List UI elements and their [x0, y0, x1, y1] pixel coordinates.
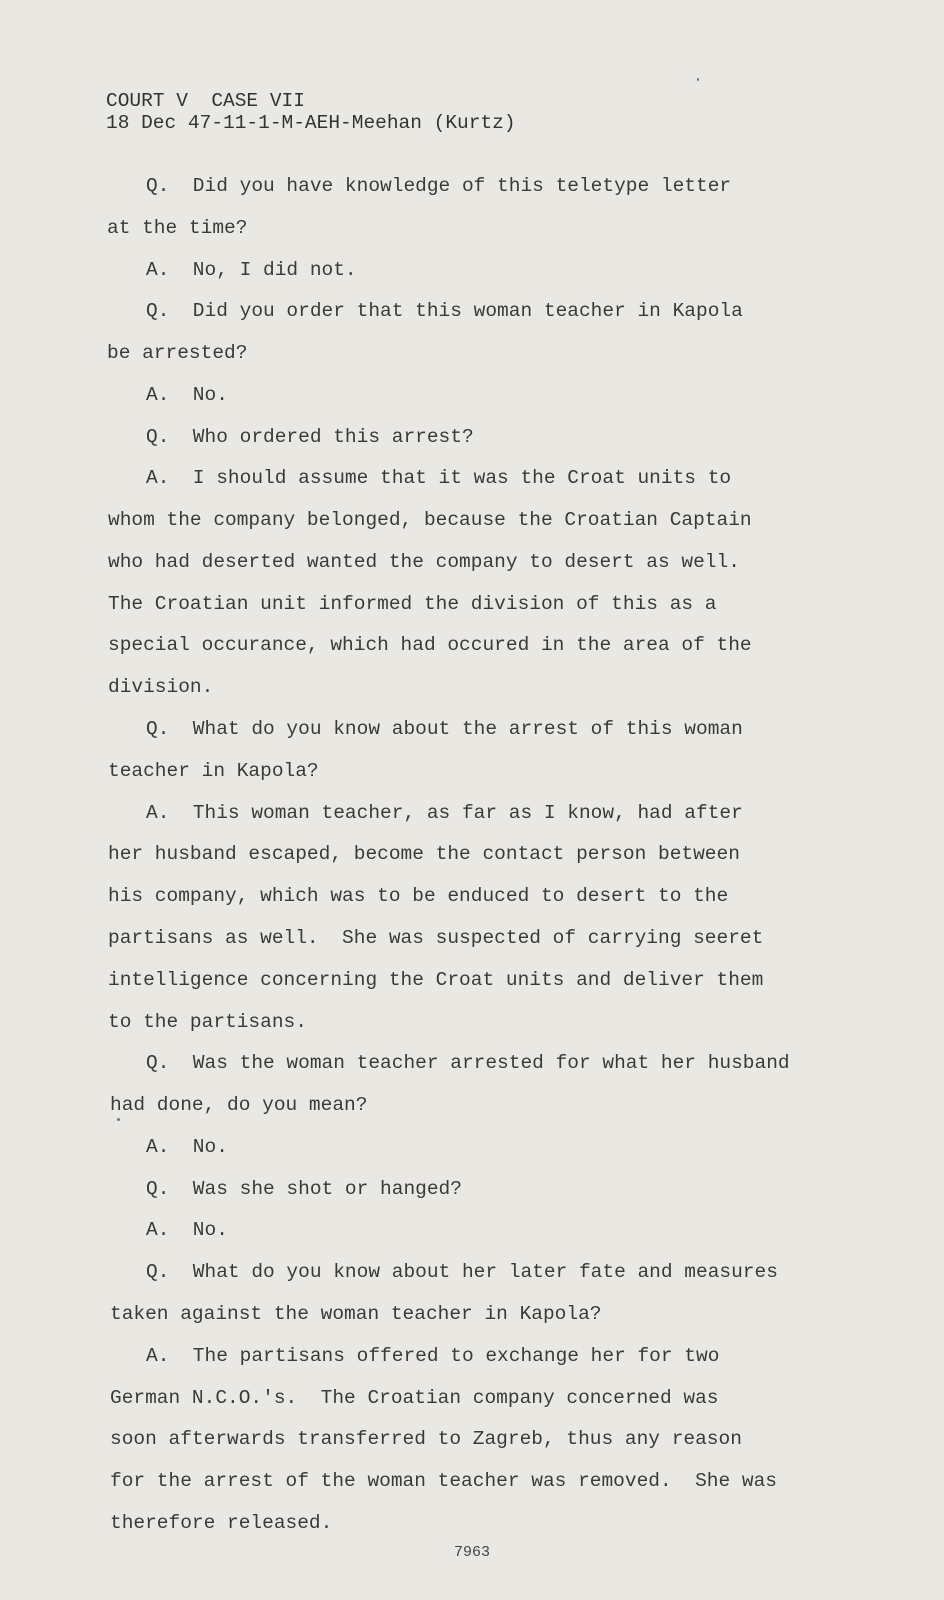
transcript-line: to the partisans. — [108, 1011, 307, 1033]
transcript-line: A. I should assume that it was the Croat units to — [146, 467, 732, 489]
transcript-line: intelligence concerning the Croat units and deliver them — [108, 969, 764, 991]
transcript-line: Q. Did you order that this woman teacher in Kapola — [146, 300, 743, 322]
transcript-line: A. No. — [146, 384, 228, 406]
transcript-line: Q. What do you know about her later fate and measures — [146, 1261, 778, 1283]
transcript-line: A. This woman teacher, as far as I know, had after — [146, 802, 743, 824]
transcript-line: division. — [108, 676, 214, 698]
transcript-line: whom the company belonged, because the Croatian Captain — [108, 509, 752, 531]
transcript-line: Q. Who ordered this arrest? — [146, 426, 474, 448]
transcript-line: who had deserted wanted the company to desert as well. — [108, 551, 740, 573]
transcript-line: The Croatian unit informed the division of this as a — [108, 593, 717, 615]
transcript-line: taken against the woman teacher in Kapola? — [110, 1303, 602, 1325]
transcript-line: teacher in Kapola? — [108, 760, 319, 782]
transcript-line: his company, which was to be enduced to desert to the — [108, 885, 729, 907]
transcript-line: at the time? — [107, 217, 248, 239]
transcript-line: therefore released. — [110, 1512, 333, 1534]
transcript-line: A. The partisans offered to exchange her for two — [146, 1345, 720, 1367]
paper-speck — [697, 78, 699, 81]
transcript-line: A. No. — [146, 1219, 228, 1241]
transcript-line: Q. Was she shot or hanged? — [146, 1178, 462, 1200]
transcript-line: German N.C.O.'s. The Croatian company concerned was — [110, 1387, 719, 1409]
page-number: 7963 — [453, 1544, 490, 1561]
transcript-line: A. No. — [146, 1136, 228, 1158]
transcript-line: special occurance, which had occured in the area of the — [108, 634, 752, 656]
header-date-reference: 18 Dec 47-11-1-M-AEH-Meehan (Kurtz) — [106, 112, 516, 134]
transcript-line: A. No, I did not. — [146, 259, 357, 281]
transcript-line: Q. Was the woman teacher arrested for what her husband — [146, 1052, 790, 1074]
transcript-line: be arrested? — [107, 342, 248, 364]
transcript-line: soon afterwards transferred to Zagreb, thus any reason — [110, 1428, 742, 1450]
header-court-case: COURT V CASE VII — [106, 90, 305, 112]
transcript-line: Q. What do you know about the arrest of this woman — [146, 718, 743, 740]
transcript-line: her husband escaped, become the contact person between — [108, 843, 740, 865]
transcript-line: Q. Did you have knowledge of this teletype letter — [146, 175, 732, 197]
transcript-line: for the arrest of the woman teacher was removed. She was — [110, 1470, 778, 1492]
transcript-line: had done, do you mean? — [110, 1094, 368, 1116]
transcript-line: partisans as well. She was suspected of carrying seeret — [108, 927, 764, 949]
paper-speck — [117, 1118, 120, 1121]
